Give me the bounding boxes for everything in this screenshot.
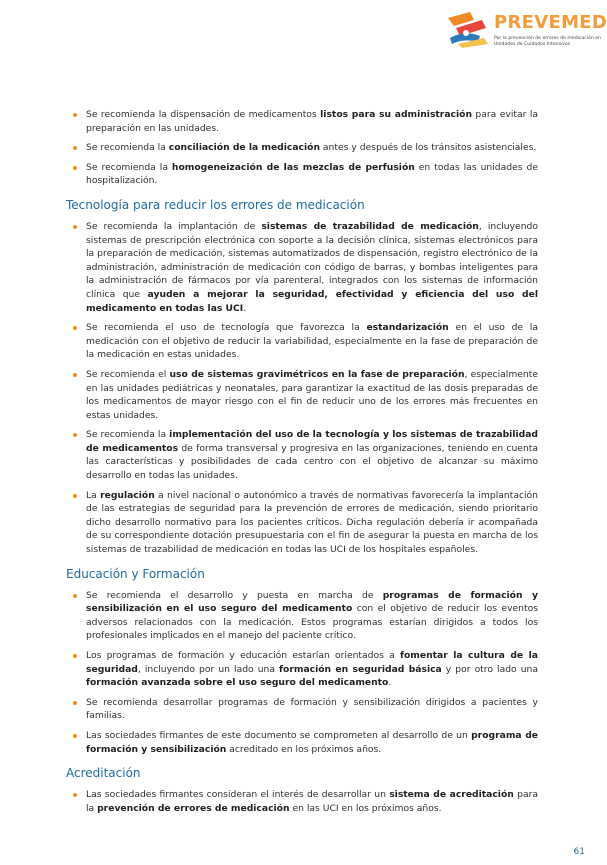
list-item (66, 220, 538, 315)
list-item (66, 368, 538, 422)
text-run: Se recomienda la implantación de (86, 220, 262, 232)
text-run: , incluyendo sistemas de prescripción electrónica con soporte a la decisión clínica, sistemas electrónicos para la preparación de medicación, sistemas automatizados de dispensación, registro electrónico de la administración, administración de medicación con código de barras, y bombas inteligentes para la administración de fármacos por vía parenteral, integrados con los sistemas de información clínica que (86, 220, 538, 300)
list-item (66, 489, 538, 557)
list-item (66, 321, 538, 362)
bullet-list (66, 788, 538, 815)
bold-text: listos para su administración (320, 109, 472, 120)
text-run: Se recomienda el desarrollo y puesta en marcha de (86, 589, 383, 601)
text-run: para evitar la preparación en las unidades. (86, 109, 538, 134)
page-number: 61 (573, 847, 585, 857)
text-run: . (388, 677, 392, 689)
text-run: La (86, 489, 101, 501)
list-item (66, 729, 538, 756)
list-item (66, 108, 538, 135)
text-run: para la (86, 789, 538, 814)
list-item (66, 141, 538, 155)
text-run: , especialmente en las unidades pediátricas y neonatales, para garantizar la exactitud de las dosis preparadas de los medicamentos de mayor riesgo con el fin de reducir uno de los errores más frecuentes en estas unidades. (86, 368, 538, 421)
bold-text: formación avanzada sobre el uso seguro del medicamento (86, 677, 389, 689)
bold-text: conciliación de la medicación (168, 142, 320, 154)
list-item (66, 649, 538, 690)
bold-text: fomentar la cultura de la seguridad (86, 650, 538, 675)
text-run: en las UCI en los próximos años. (289, 802, 442, 814)
text-run: Se recomienda la (86, 161, 172, 173)
text-run: a nivel nacional o autonómico a través de normativas favorecería la implantación de las estrategias de seguridad para la prevención de errores de medicación, siendo prioritario dicho desarrollo normativo para los pacientes críticos. Dicha regulación debería ir acompañada de su correspondiente dotación presupuestaria con el fin de asegurar la puesta en marcha de los sistemas de trazabilidad de medicación en todas las UCI de los hospitales españoles. (86, 489, 538, 556)
bold-text: regulación (100, 489, 155, 501)
bullet-list (66, 220, 538, 557)
bullet-list (66, 589, 538, 757)
text-run: y por otro lado una (441, 663, 538, 675)
list-item (66, 788, 538, 815)
header-logo (444, 8, 607, 58)
list-item (66, 428, 538, 482)
bold-text: programa de formación y sensibilización (86, 729, 538, 755)
list-item (66, 589, 538, 643)
text-run: Los programas de formación y educación estarían orientados a (86, 650, 400, 661)
text-run: Las sociedades firmantes consideran el interés de desarrollar un (86, 789, 390, 801)
text-run: Se recomienda la (86, 429, 170, 441)
list-item (66, 696, 538, 723)
bold-text: prevención de errores de medicación (97, 802, 290, 814)
bold-text: implementación del uso de la tecnología y los sistemas de trazabilidad de medicamentos (86, 429, 538, 454)
text-run: en todas las unidades de hospitalización. (86, 161, 538, 187)
text-run: Se recomienda el (86, 368, 170, 380)
text-run: acreditado en los próximos años. (226, 743, 382, 755)
text-run: con el objetivo de reducir los eventos adversos relacionados con la medicación. Estos programas estarían dirigidos a todos los profesionales implicados en el manejo del paciente crítico. (86, 603, 538, 642)
text-run: Se recomienda la dispensación de medicamentos (86, 109, 321, 120)
text-run: Se recomienda desarrollar programas de formación y sensibilización dirigidos a pacientes y familias. (86, 696, 538, 722)
logo-title: PREVEMED (494, 12, 607, 33)
text-run: Se recomienda el uso de tecnología que favorezca la (86, 322, 367, 334)
bold-text: uso de sistemas gravimétricos en la fase de preparación (169, 368, 465, 380)
bold-text: formación en seguridad básica (279, 663, 442, 675)
logo-subtitle: Por la prevención de errores de medicación en Unidades de Cuidados Intensivos (494, 36, 601, 47)
text-run: en el uso de la medicación con el objetivo de reducir la variabilidad, especialmente en la fase de preparación de la medicación en estas unidades. (86, 322, 538, 361)
list-item (66, 161, 538, 188)
document-body (66, 108, 538, 821)
text-run: Se recomienda la (86, 142, 169, 154)
bold-text: estandarización (366, 322, 449, 334)
text-run: , incluyendo por un lado una (137, 663, 280, 675)
text-run: antes y después de los tránsitos asistenciales. (320, 142, 537, 154)
text-run: . (243, 302, 247, 314)
section-heading: Tecnología para reducir los errores de medicación (66, 197, 365, 212)
bullet-list (66, 108, 538, 188)
bold-text: homogeneización de las mezclas de perfusión (171, 161, 415, 173)
text-run: de forma transversal y progresiva en las organizaciones, teniendo en cuenta las características y posibilidades de cada centro con el objetivo de alcanzar su máximo desarrollo en todas las unidades. (86, 442, 538, 482)
bold-text: sistemas de trazabilidad de medicación (261, 220, 479, 232)
bold-text: sistema de acreditación (389, 789, 514, 801)
bold-text: ayuden a mejorar la seguridad, efectividad y eficiencia del uso del medicamento en todas las UCI (86, 288, 538, 314)
text-run: Las sociedades firmantes de este documento se comprometen al desarrollo de un (86, 729, 472, 741)
section-heading: Acreditación (66, 766, 141, 781)
bold-text: programas de formación y sensibilización en el uso seguro del medicamento (86, 589, 538, 615)
section-heading: Educación y Formación (66, 566, 205, 581)
prevemed-logo-icon (444, 8, 492, 50)
